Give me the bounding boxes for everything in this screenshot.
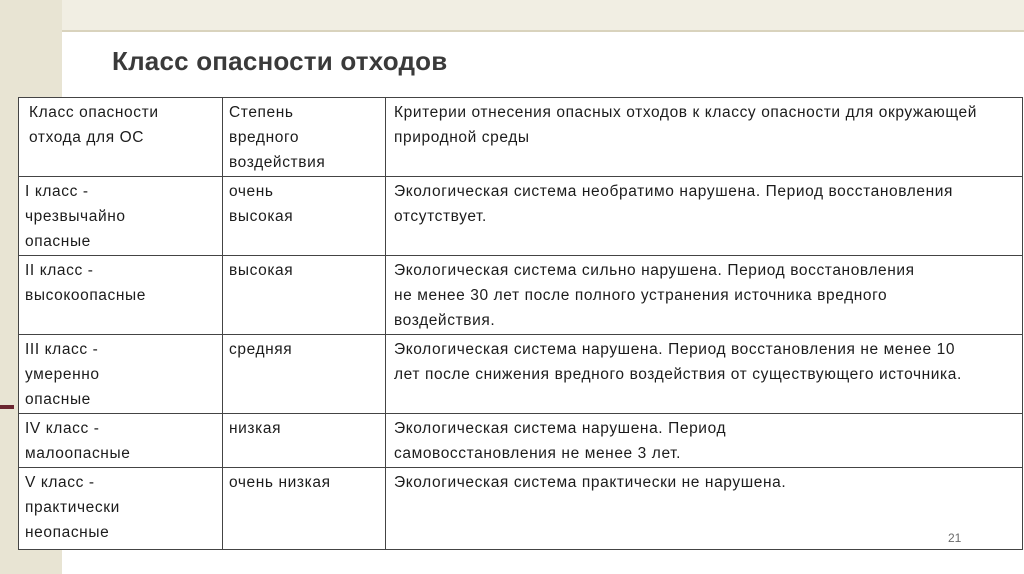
table-row xyxy=(19,414,1023,468)
cell-hazard-class xyxy=(19,335,223,414)
cell-criteria-text: Экологическая система нарушена. Период самовосстановления не менее 3 лет. xyxy=(394,420,727,462)
cell-hazard-class-text: II класс - высокоопасные xyxy=(25,262,146,304)
cell-hazard-class-text: IV класс - малоопасные xyxy=(25,420,131,462)
cell-criteria xyxy=(386,256,1023,335)
slide-title: Класс опасности отходов xyxy=(112,46,448,76)
cell-hazard-class xyxy=(19,468,223,550)
cell-hazard-class xyxy=(19,177,223,256)
table-row xyxy=(19,256,1023,335)
cell-hazard-class-text: V класс - практически неопасные xyxy=(25,474,120,541)
cell-criteria xyxy=(386,177,1023,256)
cell-impact-degree xyxy=(223,414,386,468)
cell-impact-degree xyxy=(223,256,386,335)
cell-criteria-text: Экологическая система нарушена. Период восстановления не менее 10 лет после снижения вредного воздействия от существующего источника. xyxy=(394,341,962,383)
table-header-row xyxy=(19,98,1023,177)
slide-top-band xyxy=(62,0,1024,30)
table-row xyxy=(19,468,1023,550)
cell-impact-degree-text: очень низкая xyxy=(229,474,331,491)
cell-impact-degree-text: очень высокая xyxy=(229,183,294,225)
header-criteria xyxy=(386,98,1023,177)
sidebar-accent-marker xyxy=(0,405,14,409)
header-hazard-class-text: Класс опасности отхода для ОС xyxy=(29,104,159,146)
slide-number: 21 xyxy=(948,531,962,545)
cell-impact-degree-text: низкая xyxy=(229,420,282,437)
header-criteria-text: Критерии отнесения опасных отходов к классу опасности для окружающей природной среды xyxy=(394,104,977,146)
cell-criteria-text: Экологическая система практически не нарушена. xyxy=(394,474,787,491)
header-hazard-class xyxy=(19,98,223,177)
cell-impact-degree xyxy=(223,177,386,256)
cell-criteria xyxy=(386,468,1023,550)
cell-criteria xyxy=(386,335,1023,414)
cell-criteria-text: Экологическая система необратимо нарушена. Период восстановления отсутствует. xyxy=(394,183,953,225)
cell-hazard-class-text: III класс - умеренно опасные xyxy=(25,341,100,408)
header-impact-degree xyxy=(223,98,386,177)
cell-hazard-class xyxy=(19,414,223,468)
hazard-class-table xyxy=(18,97,1023,550)
slide-divider xyxy=(62,30,1024,32)
cell-hazard-class xyxy=(19,256,223,335)
cell-criteria-text: Экологическая система сильно нарушена. Период восстановления не менее 30 лет после полного устранения источника вредного воздействия. xyxy=(394,262,915,329)
cell-impact-degree-text: средняя xyxy=(229,341,293,358)
cell-criteria xyxy=(386,414,1023,468)
cell-impact-degree xyxy=(223,468,386,550)
header-impact-degree-text: Степень вредного воздействия xyxy=(229,104,326,171)
table-row xyxy=(19,335,1023,414)
cell-impact-degree xyxy=(223,335,386,414)
table-row xyxy=(19,177,1023,256)
cell-hazard-class-text: I класс - чрезвычайно опасные xyxy=(25,183,126,250)
cell-impact-degree-text: высокая xyxy=(229,262,294,279)
